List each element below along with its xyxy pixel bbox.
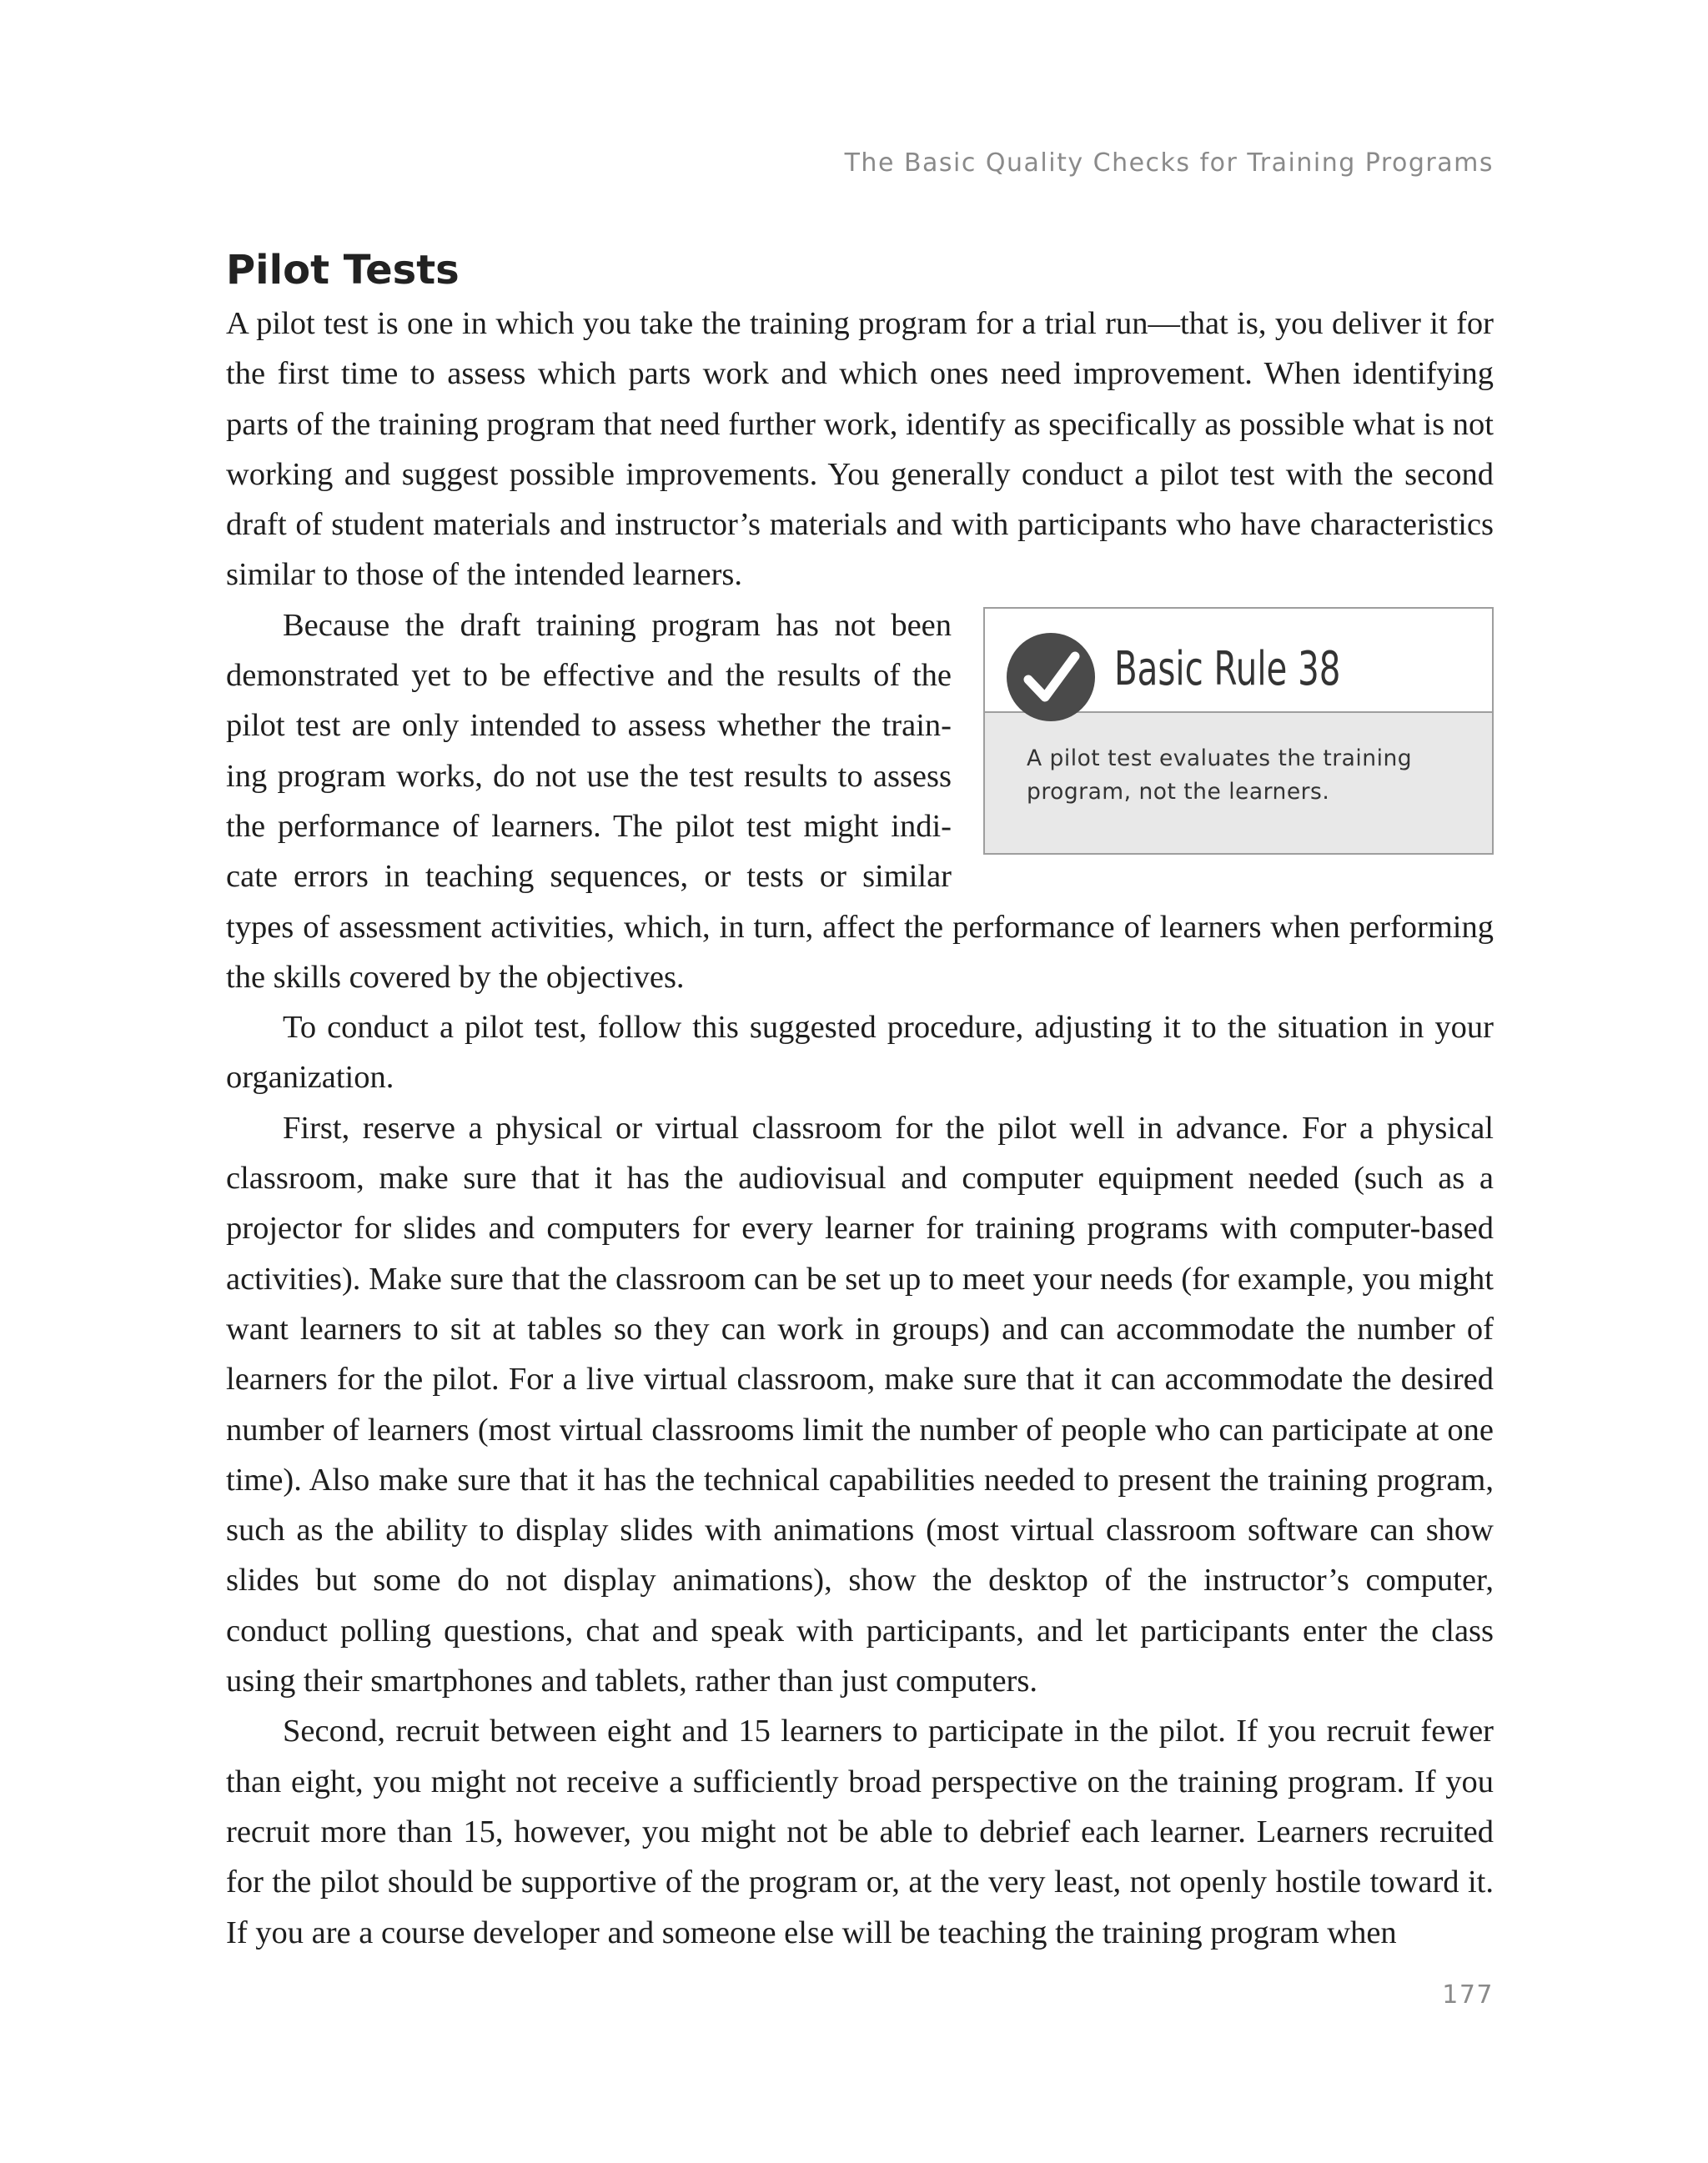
paragraph-2: Because the draft training program has not been demonstrated yet to be effective and the results of the pilot test are only intended to assess whether the training program works, do not use the test results to assess the performance of learners. The pilot test might indicate errors in teaching sequences, or tests or similar types of assessment activities, which, in turn, affect the performance of learners when performing the skills covered by the objectives. [226, 607, 1494, 995]
paragraph-1: A pilot test is one in which you take the training program for a trial run—that is, you deliver it for the first time to assess which parts work and which ones need improvement. When identifying parts of the training program that need further work, identify as specifically as possible what is not working and suggest possible improvements. You generally conduct a pilot test with the second draft of student materials and instructor’s materials and with participants who have characteristics similar to those of the intended learners. [226, 306, 1494, 593]
basic-rule-title: Basic Rule 38 [1114, 641, 1341, 696]
running-head: The Basic Quality Checks for Training Programs [844, 148, 1494, 178]
page-content [226, 242, 1494, 1958]
paragraph-4: First, reserve a physical or virtual classroom for the pilot well in advance. For a physical classroom, make sure that it has the audiovisual and computer equipment needed (such as a projector for slides and computers for every learner for training programs with computer-based activities). Make sure that the classroom can be set up to meet your needs (for example, you might want learners to sit at tables so they can work in groups) and can accommodate the number of learners for the pilot. For a live virtual classroom, make sure that it can accommodate the desired number of learners (most virtual classrooms limit the number of people who can participate at one time). Also make sure that it has the technical capabilities needed to present the training program, such as the ability to display slides with animations (most virtual classroom software can show slides but some do not display animations), show the desktop of the instructor’s computer, conduct polling questions, chat and speak with participants, and let participants enter the class using their smartphones and tablets, rather than just computers. [226, 1110, 1494, 1699]
basic-rule-header [985, 609, 1492, 713]
paragraph-3: To conduct a pilot test, follow this suggested procedure, adjusting it to the situation in your organization. [226, 1010, 1494, 1096]
basic-rule-text: A pilot test evaluates the training program, not the learners. [1027, 745, 1413, 805]
basic-rule-callout [983, 607, 1494, 855]
page-number: 177 [1442, 1980, 1494, 2010]
checkmark-icon [1007, 633, 1095, 721]
section-heading: Pilot Tests [226, 247, 460, 294]
paragraph-5: Second, recruit between eight and 15 learners to participate in the pilot. If you recruit fewer than eight, you might not receive a sufficiently broad perspective on the training program. If you recruit more than 15, however, you might not be able to debrief each learner. Learners recruited for the pilot should be supportive of the program or, at the very least, not openly hostile toward it. If you are a course developer and someone else will be teaching the training program when [226, 1714, 1494, 1950]
